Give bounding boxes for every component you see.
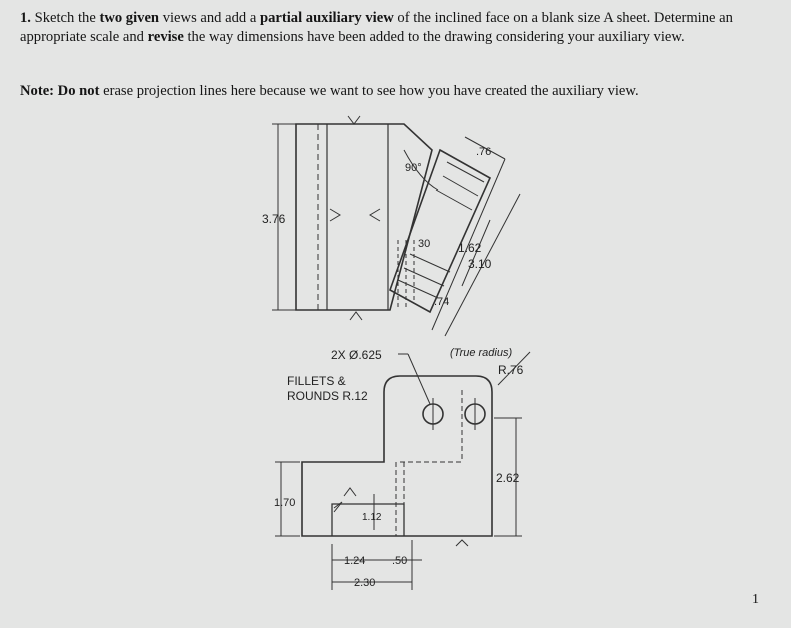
page-number: 1 bbox=[752, 592, 759, 607]
slot-line bbox=[398, 280, 438, 298]
note-text: erase projection lines here because we want to see how you have created the auxiliary view. bbox=[99, 83, 639, 99]
dim-170: 1.70 bbox=[274, 497, 296, 509]
leader-line bbox=[408, 354, 430, 404]
holes-note: 2X Ø.625 bbox=[331, 348, 382, 362]
problem-bold-revise: revise bbox=[147, 29, 184, 45]
problem-text: the way dimensions have been added to the drawing considering your auxiliary view. bbox=[183, 29, 685, 45]
v-arrow bbox=[348, 116, 360, 124]
angle-30-label: 30 bbox=[418, 238, 431, 250]
dim-262: 2.62 bbox=[496, 471, 520, 485]
inclined-face bbox=[390, 150, 490, 312]
dim-230: 2.30 bbox=[354, 577, 376, 589]
problem-bold-two-given: two given bbox=[99, 10, 160, 26]
top-view-outline bbox=[296, 124, 432, 310]
slot-line bbox=[436, 190, 472, 210]
dim-112: 1.12 bbox=[362, 512, 382, 523]
note-label: Note: Do not bbox=[20, 83, 100, 99]
v-arrow bbox=[456, 540, 468, 546]
dim-376: 3.76 bbox=[262, 212, 286, 226]
v-arrow bbox=[350, 312, 362, 320]
problem-text: views and add a bbox=[159, 10, 260, 26]
dim-50: .50 bbox=[392, 555, 408, 567]
slot-line bbox=[410, 254, 450, 272]
dim-76: .76 bbox=[476, 146, 492, 158]
fillets-note-line1: FILLETS & bbox=[287, 374, 346, 388]
k-arrow bbox=[370, 209, 380, 221]
fillets-note-line2: ROUNDS R.12 bbox=[287, 389, 368, 403]
slot-line bbox=[404, 268, 444, 286]
true-radius-note: (True radius) bbox=[450, 347, 513, 359]
dim-124: 1.24 bbox=[344, 555, 366, 567]
problem-text: of the inclined face on a blank size A sheet. Determine an appropriate scale and bbox=[20, 10, 733, 45]
problem-bold-partial-auxiliary-view: partial auxiliary view bbox=[259, 10, 394, 26]
dim-74: .74 bbox=[434, 296, 450, 308]
v-arrow bbox=[344, 488, 356, 496]
dim-162: 1.62 bbox=[458, 241, 482, 255]
angle-90-label: 90° bbox=[405, 162, 422, 174]
radius-label: R.76 bbox=[498, 363, 524, 377]
slot-line bbox=[443, 176, 478, 196]
problem-text: Sketch the bbox=[30, 10, 100, 26]
dim-310: 3.10 bbox=[468, 257, 492, 271]
k-arrow bbox=[330, 209, 340, 221]
problem-number: 1. bbox=[20, 10, 31, 26]
